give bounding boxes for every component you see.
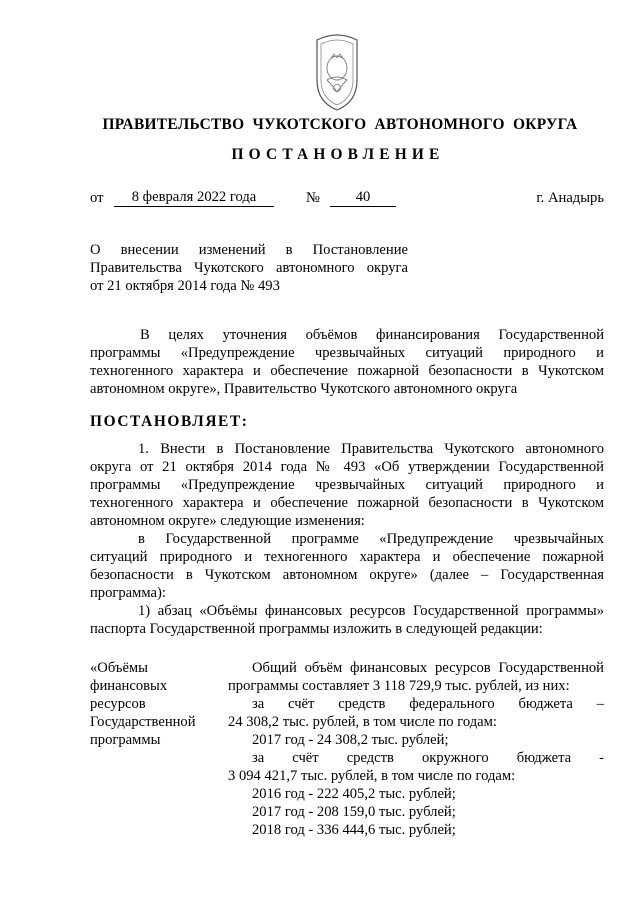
label-line: Государственной	[90, 714, 196, 730]
number-label: №	[306, 190, 320, 206]
body-line: безопасности в Чукотском автономном округе» (далее – Государственная	[90, 567, 604, 583]
coat-of-arms-emblem	[297, 28, 377, 114]
decree-number: 40	[330, 189, 396, 207]
intro-paragraph	[90, 326, 604, 398]
value-line: 2017 год - 208 159,0 тыс. рублей;	[252, 804, 456, 820]
intro-line: техногенного характера и обеспечение пожарной безопасности в Чукотском	[90, 363, 604, 379]
body-paragraphs	[90, 440, 604, 638]
passport-table-label	[90, 659, 220, 749]
value-line: за счёт средств федерального бюджета –	[252, 696, 604, 712]
intro-line: программы «Предупреждение чрезвычайных ситуаций природного и	[90, 345, 604, 361]
body-line: 1) абзац «Объёмы финансовых ресурсов Государственной программы»	[138, 603, 604, 619]
label-line: «Объёмы	[90, 660, 148, 676]
subject-line: Правительства Чукотского автономного округа	[90, 260, 408, 276]
value-line: программы составляет 3 118 729,9 тыс. рублей, из них:	[228, 678, 570, 694]
value-line: за счёт средств окружного бюджета -	[252, 750, 604, 766]
body-line: в Государственной программе «Предупреждение чрезвычайных	[138, 531, 604, 547]
value-line: 24 308,2 тыс. рублей, в том числе по годам:	[228, 714, 497, 730]
resolves-heading: ПОСТАНОВЛЯЕТ:	[90, 413, 249, 430]
value-line: 2017 год - 24 308,2 тыс. рублей;	[252, 732, 449, 748]
body-line: техногенного характера и обеспечение пожарной безопасности в Чукотском	[90, 495, 604, 511]
body-line: округа от 21 октября 2014 года № 493 «Об утверждении Государственной	[90, 459, 604, 475]
body-line: автономном округе» следующие изменения:	[90, 513, 365, 529]
subject-line: от 21 октября 2014 года № 493	[90, 278, 280, 294]
decree-date: 8 февраля 2022 года	[114, 189, 274, 207]
intro-line: автономном округе», Правительство Чукотского автономного округа	[90, 381, 518, 397]
decree-subject	[90, 241, 408, 295]
value-line: Общий объём финансовых ресурсов Государственной	[252, 660, 604, 676]
value-line: 2016 год - 222 405,2 тыс. рублей;	[252, 786, 456, 802]
government-title: ПРАВИТЕЛЬСТВО ЧУКОТСКОГО АВТОНОМНОГО ОКРУГА	[102, 116, 578, 133]
decree-title: ПОСТАНОВЛЕНИЕ	[231, 146, 445, 163]
label-line: программы	[90, 732, 161, 748]
body-line: паспорта Государственной программы изложить в следующей редакции:	[90, 621, 543, 637]
passport-table-value	[228, 659, 604, 839]
value-line: 2018 год - 336 444,6 тыс. рублей;	[252, 822, 456, 838]
intro-line: В целях уточнения объёмов финансирования Государственной	[140, 327, 604, 343]
subject-line: О внесении изменений в Постановление	[90, 242, 408, 258]
label-line: финансовых	[90, 678, 168, 694]
body-line: программа):	[90, 585, 166, 601]
body-line: программы «Предупреждение чрезвычайных ситуаций природного и	[90, 477, 604, 493]
decree-meta-row	[90, 189, 604, 209]
value-line: 3 094 421,7 тыс. рублей, в том числе по годам:	[228, 768, 516, 784]
from-label: от	[90, 190, 104, 206]
label-line: ресурсов	[90, 696, 146, 712]
body-line: 1. Внести в Постановление Правительства Чукотского автономного	[138, 441, 604, 457]
body-line: ситуаций природного и техногенного характера и обеспечение пожарной	[90, 549, 604, 565]
city: г. Анадырь	[536, 190, 604, 206]
